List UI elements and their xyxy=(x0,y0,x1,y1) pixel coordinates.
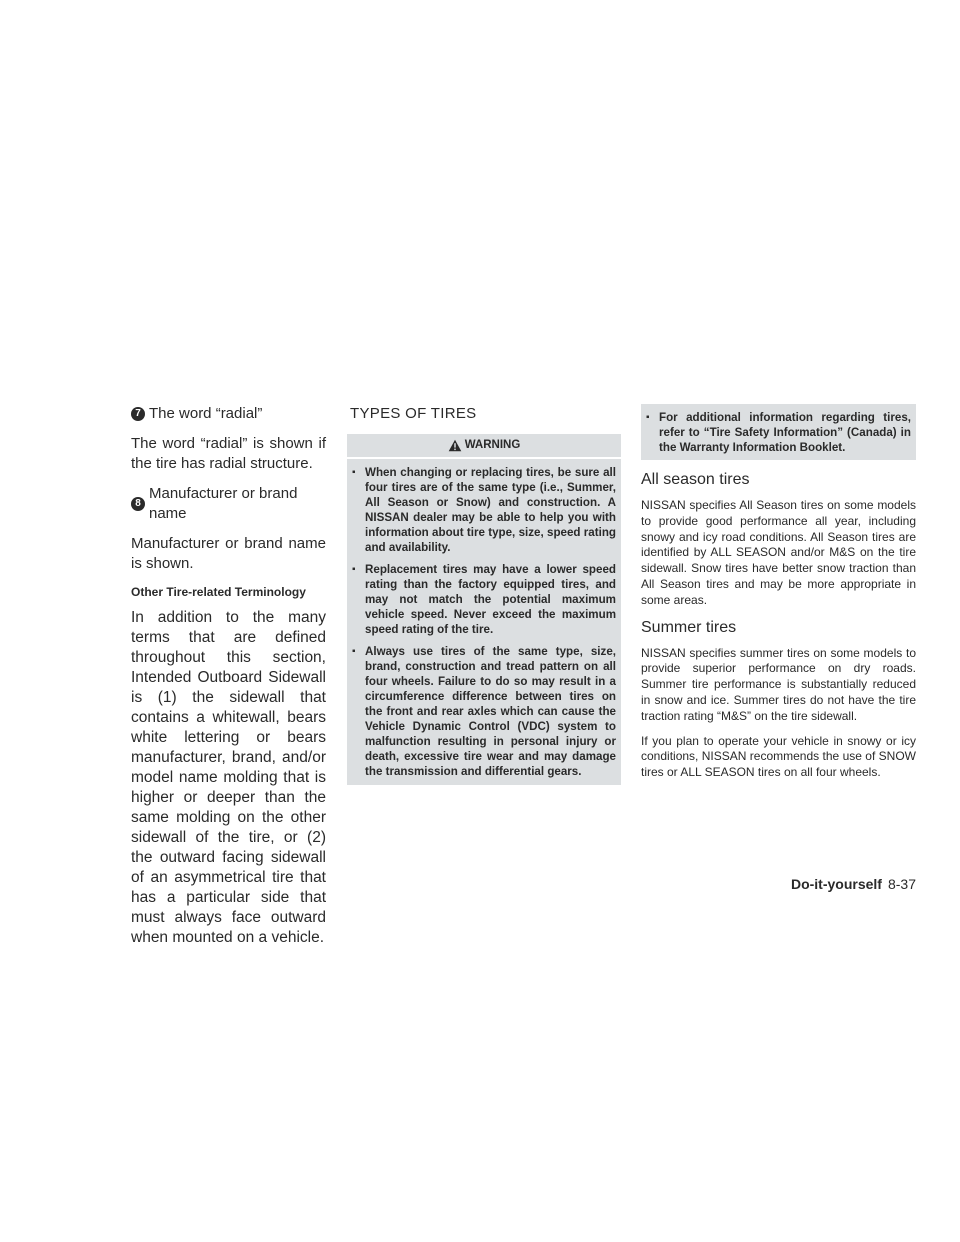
item-8-text: Manufacturer or brand name is shown. xyxy=(131,535,326,572)
warning-box xyxy=(347,434,621,785)
middle-column xyxy=(347,404,621,785)
warning-bullet-3: ▪ Always use tires of the same type, size, brand, construction and tread pattern on all four wheels. Failure to do so may result in a circumference difference between tires on the front and rear axles which can cause the Vehicle Dynamic Control (VDC) system to malfunction resulting in personal injury or death, excessive tire wear and may damage the transmission and differential gears. xyxy=(352,644,616,779)
item-7-heading xyxy=(131,404,326,424)
all-season-heading: All season tires xyxy=(641,471,750,488)
summer-text-2: If you plan to operate your vehicle in snowy or icy conditions, NISSAN recommends the use of SNOW tires or ALL SEASON tires on all four wheels. xyxy=(641,733,916,780)
circled-number-8: 8 xyxy=(131,497,145,511)
terminology-text: In addition to the many terms that are defined throughout this section, Intended Outboard Sidewall is (1) the sidewall that contains a whitewall, bears white lettering or bears manufacturer, brand, and/or model name molding that is higher or deeper than the same molding on the other sidewall of the tire, or (2) the outward facing sidewall of an asymmetrical tire that has a particular side that must always face outward when mounted on a vehicle. xyxy=(131,609,326,946)
footer-section-name: Do-it-yourself xyxy=(790,876,882,892)
section-title: TYPES OF TIRES xyxy=(350,405,477,422)
circled-number-7: 7 xyxy=(131,407,145,421)
summer-heading: Summer tires xyxy=(641,618,737,636)
warning-bullet-1: ▪ When changing or replacing tires, be sure all four tires are of the same type (i.e., Summer, All Season or Snow) and construction. A NISSAN dealer may be able to help you with information about tire type, size, speed rating and availability. xyxy=(352,465,616,555)
warning-label: WARNING xyxy=(464,439,521,451)
info-bullet: ▪ For additional information regarding tires, refer to “Tire Safety Information” (Canada) in the Warranty Information Booklet. xyxy=(646,410,911,455)
left-column xyxy=(131,404,326,948)
summer-text-1: NISSAN specifies summer tires on some models to provide superior performance on dry roads. Summer tire performance is substantially reduced in snow and ice. Summer tires do not have the tire traction rating “M&S” on the tire sidewall. xyxy=(641,645,916,723)
item-7-title: The word “radial” xyxy=(149,405,263,422)
right-column xyxy=(641,404,916,790)
warning-header xyxy=(347,436,621,459)
warning-list xyxy=(352,465,616,779)
page-footer xyxy=(791,876,916,892)
warning-triangle-icon xyxy=(448,439,462,452)
info-box xyxy=(641,404,916,460)
terminology-heading: Other Tire-related Terminology xyxy=(131,585,306,599)
item-8-title: Manufacturer or brand name xyxy=(149,485,298,522)
item-7-text: The word “radial” is shown if the tire has radial structure. xyxy=(131,435,326,472)
warning-bullet-2: ▪ Replacement tires may have a lower speed rating than the factory equipped tires, and may not match the potential maximum vehicle speed. Never exceed the maximum speed rating of the tire. xyxy=(352,562,616,637)
info-list xyxy=(646,410,911,455)
all-season-text: NISSAN specifies All Season tires on some models to provide good performance all year, including snowy and icy road conditions. All Season tires are identified by ALL SEASON and/or M&S on the tire sidewall. Snow tires have better snow traction than All Season tires and may be more appropriate in some areas. xyxy=(641,498,916,607)
item-8-heading xyxy=(131,484,326,524)
footer-page-number: 8-37 xyxy=(887,876,916,892)
